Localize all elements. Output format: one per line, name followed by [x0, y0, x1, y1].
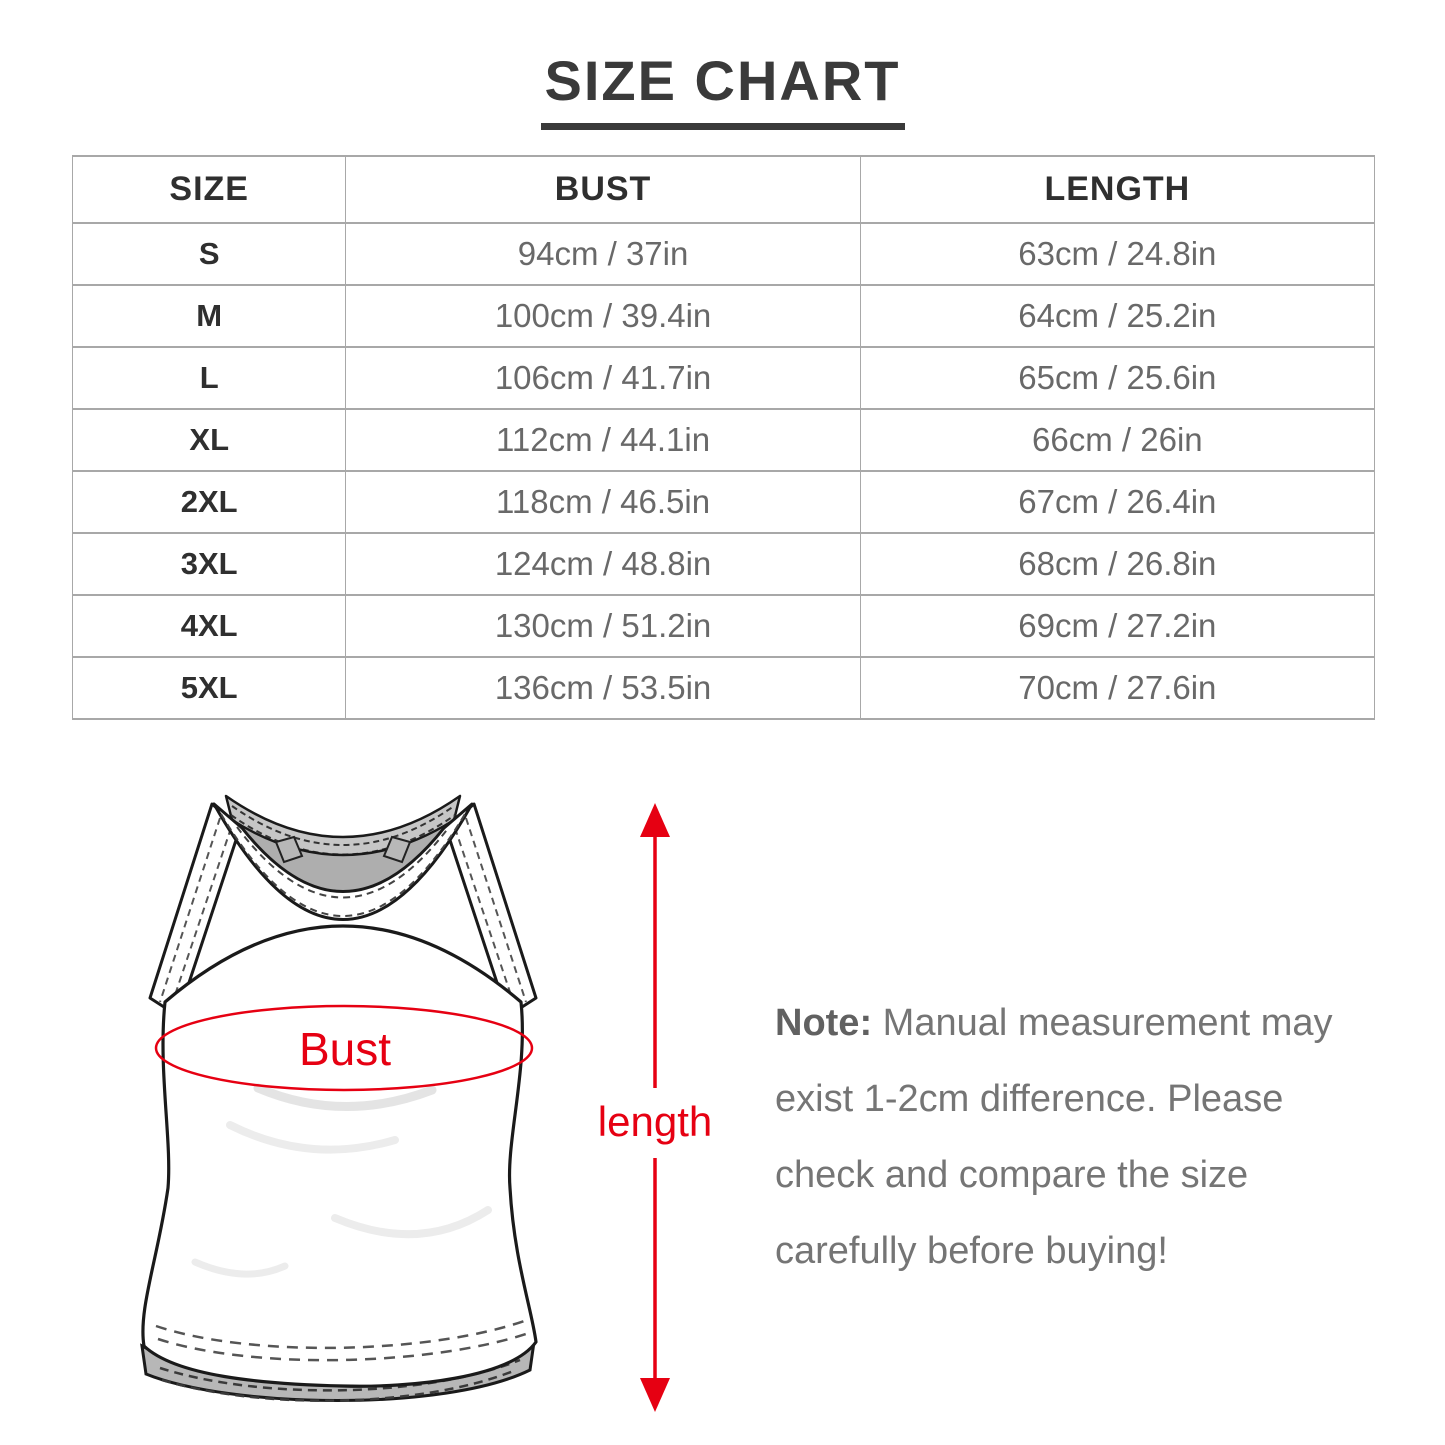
- bust-cell: 106cm / 41.7in: [346, 347, 860, 409]
- page-title: SIZE CHART: [541, 48, 905, 130]
- arrow-up-icon: [640, 803, 670, 837]
- size-cell: 2XL: [73, 471, 346, 533]
- length-cell: 69cm / 27.2in: [860, 595, 1374, 657]
- table-row: [73, 347, 1375, 409]
- note-line: Note: Manual measurement may: [775, 1002, 1333, 1044]
- size-cell: 4XL: [73, 595, 346, 657]
- length-cell: 70cm / 27.6in: [860, 657, 1374, 719]
- size-cell: S: [73, 223, 346, 285]
- length-cell: 66cm / 26in: [860, 409, 1374, 471]
- size-cell: XL: [73, 409, 346, 471]
- note-line: exist 1-2cm difference. Please: [775, 1078, 1284, 1120]
- table-row: [73, 285, 1375, 347]
- garment-illustration: [80, 790, 590, 1430]
- garment-neckband: [214, 796, 472, 920]
- table-row: [73, 409, 1375, 471]
- size-cell: 3XL: [73, 533, 346, 595]
- bust-cell: 118cm / 46.5in: [346, 471, 860, 533]
- length-cell: 64cm / 25.2in: [860, 285, 1374, 347]
- bust-cell: 136cm / 53.5in: [346, 657, 860, 719]
- table-row: [73, 657, 1375, 719]
- table-row: [73, 533, 1375, 595]
- bust-cell: 94cm / 37in: [346, 223, 860, 285]
- page-title-wrap: [0, 48, 1445, 130]
- note-line: check and compare the size: [775, 1154, 1249, 1196]
- bust-cell: 112cm / 44.1in: [346, 409, 860, 471]
- note-line: carefully before buying!: [775, 1230, 1168, 1272]
- column-header-size: SIZE: [73, 156, 346, 223]
- length-cell: 68cm / 26.8in: [860, 533, 1374, 595]
- column-header-bust: BUST: [346, 156, 860, 223]
- table-row: [73, 223, 1375, 285]
- size-cell: 5XL: [73, 657, 346, 719]
- column-header-length: LENGTH: [860, 156, 1374, 223]
- length-cell: 67cm / 26.4in: [860, 471, 1374, 533]
- table-row: [73, 595, 1375, 657]
- size-cell: M: [73, 285, 346, 347]
- table-header-row: [73, 156, 1375, 223]
- bust-cell: 124cm / 48.8in: [346, 533, 860, 595]
- garment-body: [143, 926, 536, 1386]
- table-row: [73, 471, 1375, 533]
- note-label: Note:: [775, 1002, 873, 1044]
- length-label: length: [597, 1098, 713, 1145]
- bust-cell: 100cm / 39.4in: [346, 285, 860, 347]
- length-cell: 65cm / 25.6in: [860, 347, 1374, 409]
- bust-label: Bust: [298, 1023, 392, 1075]
- size-cell: L: [73, 347, 346, 409]
- arrow-down-icon: [640, 1378, 670, 1412]
- size-table: [72, 155, 1375, 720]
- length-cell: 63cm / 24.8in: [860, 223, 1374, 285]
- note-text: [775, 985, 1420, 1289]
- bust-cell: 130cm / 51.2in: [346, 595, 860, 657]
